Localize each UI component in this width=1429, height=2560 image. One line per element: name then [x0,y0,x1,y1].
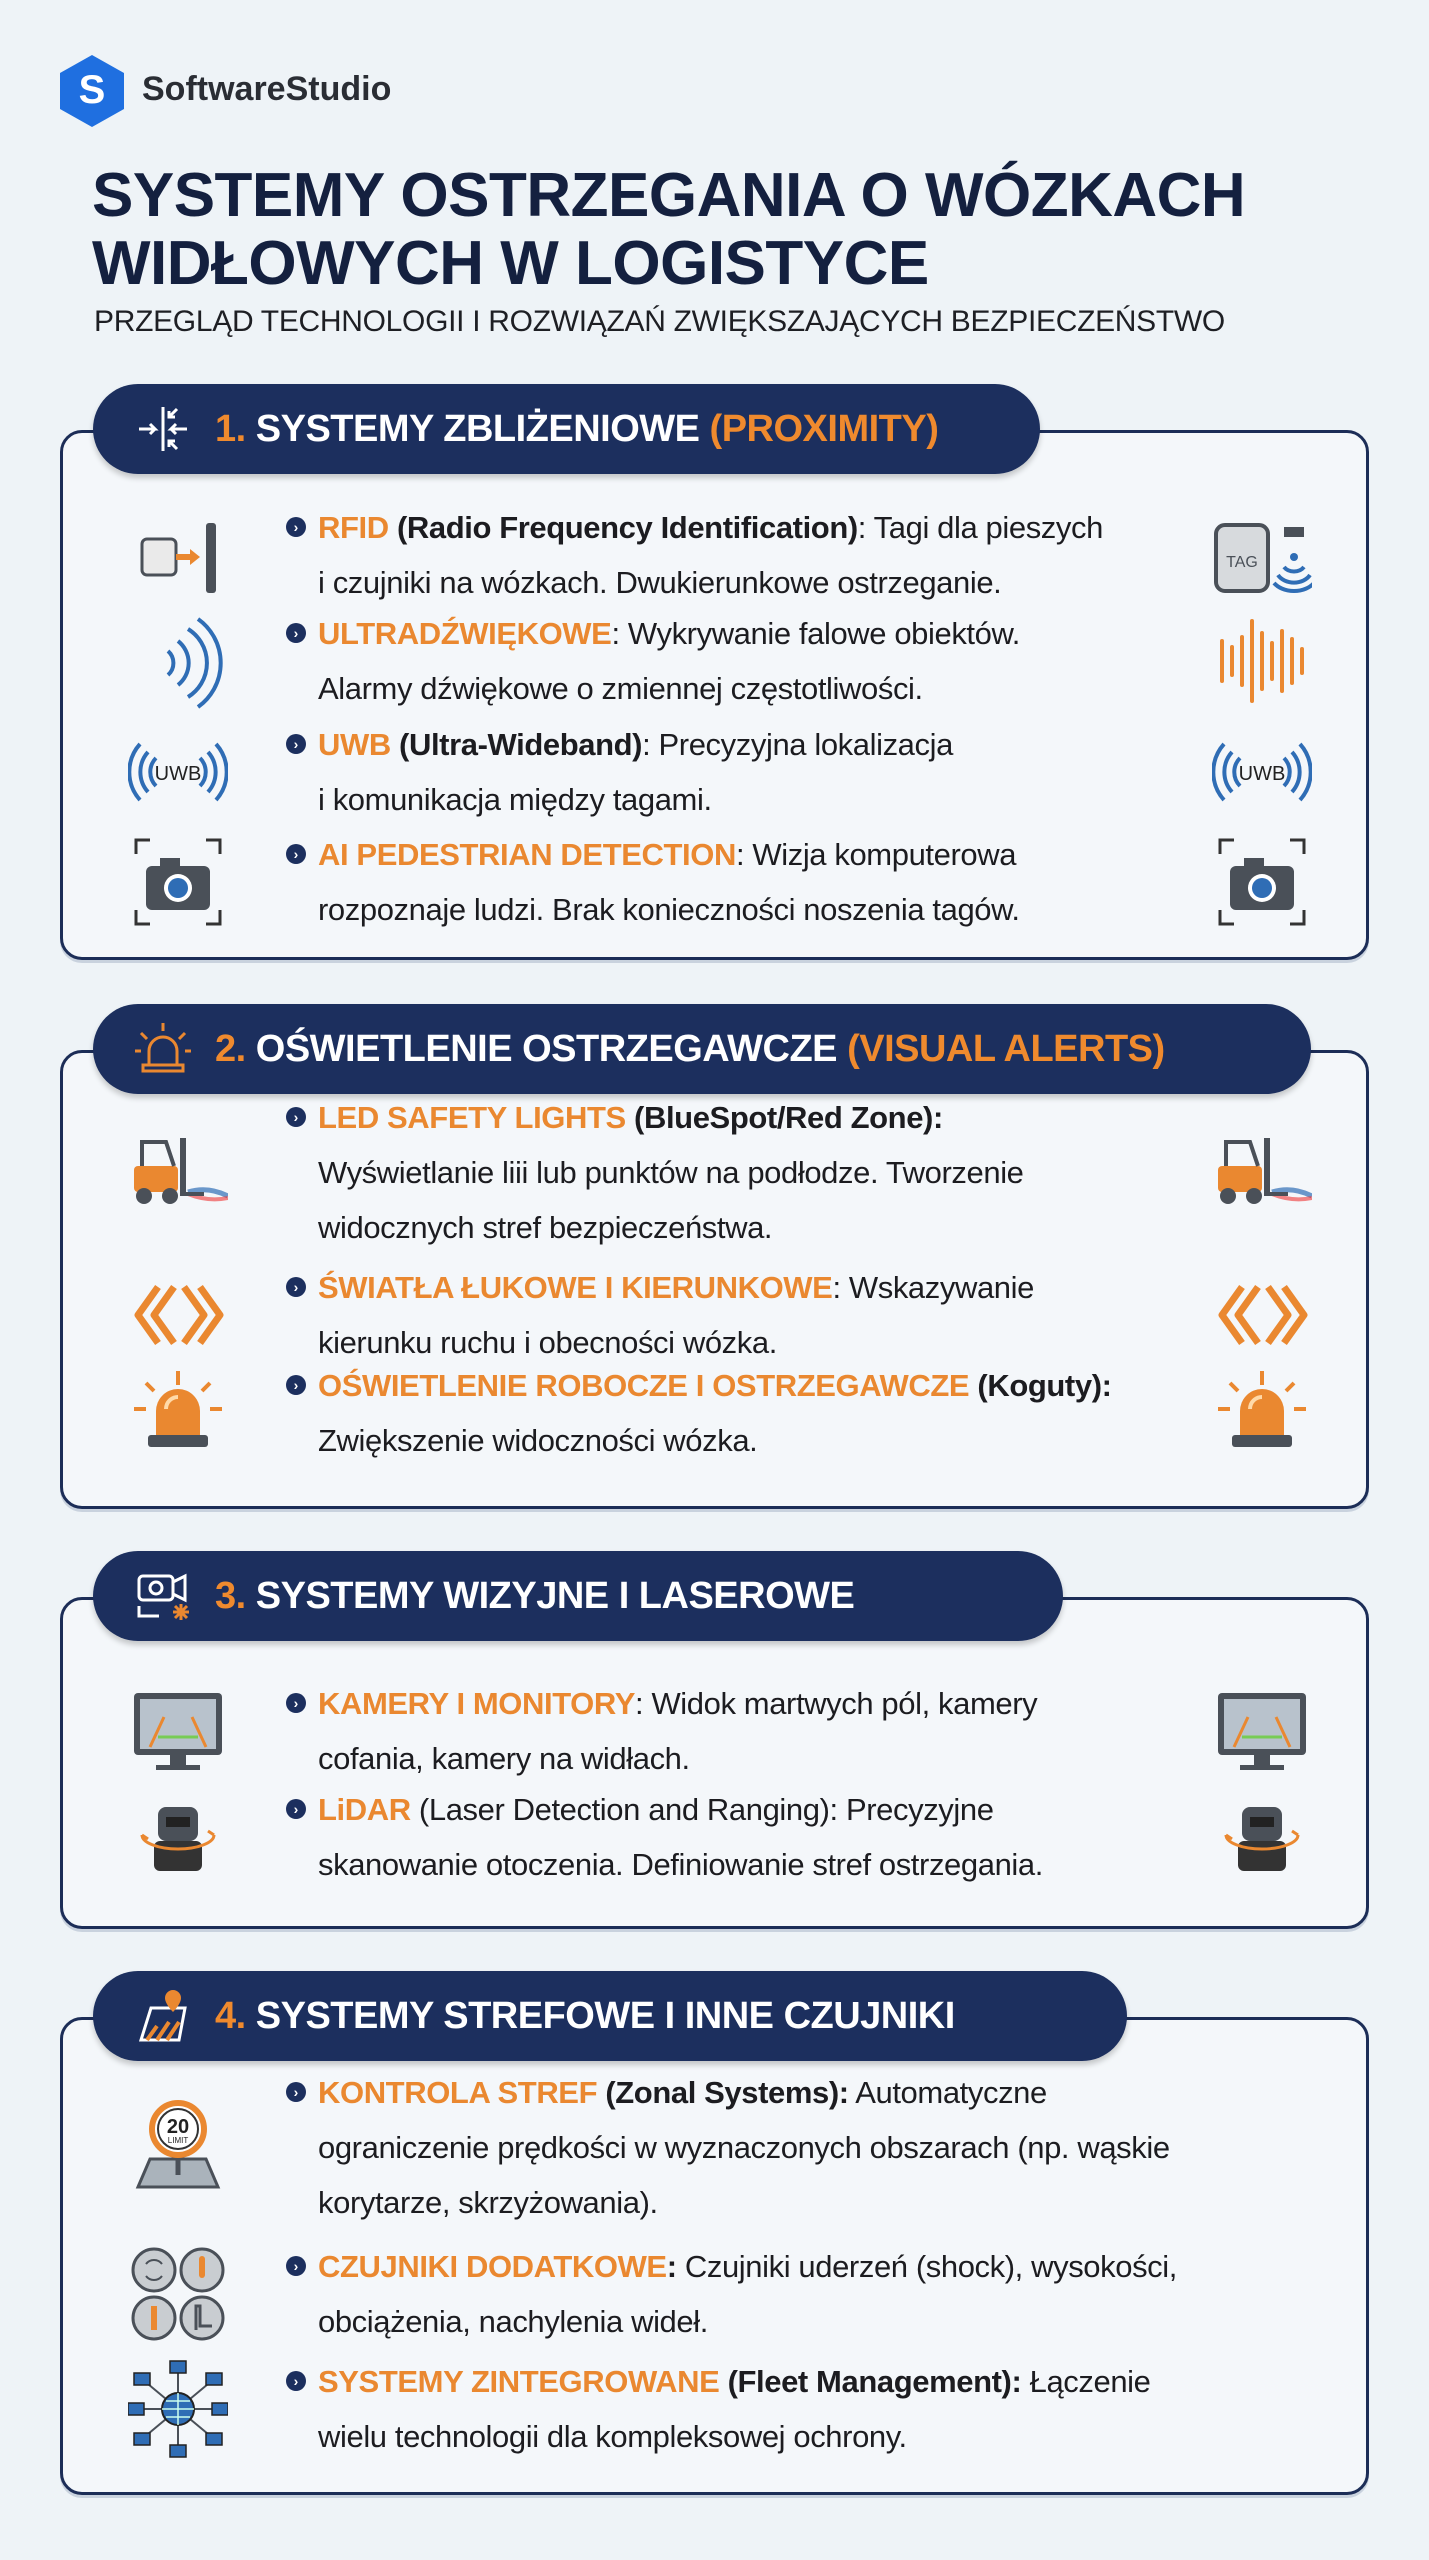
section-number: 2. [215,1027,246,1070]
item-key: LED SAFETY LIGHTS [318,1099,626,1135]
bullet-chevron-icon: › [286,844,306,864]
item-description: Czujniki uderzeń (shock), wysokości, [676,2249,1177,2284]
section-title-text: OŚWIETLENIE OSTRZEGAWCZE [255,1027,837,1070]
list-item [286,1358,1186,1468]
zone-map-icon [133,1986,193,2046]
lidar-icon [128,1787,228,1887]
item-description: Łączenie [1021,2364,1151,2399]
forklift-icon [128,1122,228,1222]
forklift-icon [1212,1122,1312,1222]
item-description: i komunikacja między tagami. [318,782,712,817]
lidar-icon [1212,1787,1312,1887]
sound-wave-bars-icon [1212,611,1312,711]
list-item [286,827,1186,937]
rfid-tag-icon [1212,505,1312,605]
item-key-detail: (Ultra-Wideband) [390,727,643,762]
bullet-chevron-icon: › [286,734,306,754]
item-key: RFID [318,510,389,545]
item-text [318,1676,1037,1786]
brand-name: SoftwareStudio [142,70,392,108]
direction-arrows-icon [128,1265,228,1365]
item-description: Wyświetlanie liii lub punktów na podłodze. Tworzenie [318,1154,1024,1190]
item-text [318,1782,1043,1892]
svg-text:TAG: TAG [1226,554,1258,571]
item-text [318,2065,1170,2230]
section-title-accent: (PROXIMITY) [709,407,939,450]
item-text [318,2354,1151,2464]
section-number: 3. [215,1574,246,1617]
item-key-detail: (BlueSpot/Red Zone): [625,1099,943,1135]
list-item [286,1260,1186,1370]
section-title [215,1028,1165,1071]
item-text [318,827,1020,937]
item-description: Zwiększenie widoczności wózka. [318,1423,758,1458]
item-text [318,500,1103,610]
bullet-chevron-icon: › [286,1277,306,1297]
item-description: ograniczenie prędkości w wyznaczonych obszarach (np. wąskie [318,2129,1170,2165]
item-description: skanowanie otoczenia. Definiowanie stref ostrzegania. [318,1847,1043,1882]
item-description: Automatyczne [848,2074,1047,2110]
list-item [286,606,1186,716]
item-text [318,717,953,827]
page-title-line1: SYSTEMY OSTRZEGANIA O WÓZKACH [92,161,1246,230]
item-description: : Wykrywanie falowe obiektów. [611,616,1020,651]
camera-icon [128,832,228,932]
list-item [286,2239,1186,2349]
item-key: CZUJNIKI DODATKOWE [318,2249,667,2284]
page-title-line2: WIDŁOWYCH W LOGISTYCE [92,229,929,298]
section-title [215,408,938,451]
uwb-icon [128,722,228,822]
section-title [215,1575,854,1618]
item-description: rozpoznaje ludzi. Brak konieczności noszenia tagów. [318,892,1020,927]
svg-text:UWB: UWB [1238,763,1286,785]
item-description: Alarmy dźwiękowe o zmiennej częstotliwości. [318,671,923,706]
uwb-icon [1212,722,1312,822]
section-1-header [93,384,1040,474]
item-description: i czujniki na wózkach. Dwukierunkowe ostrzeganie. [318,565,1002,600]
section-title [215,1995,955,2038]
sensors-icon [128,2244,228,2344]
section-2-header [93,1004,1311,1094]
brand-logo [60,55,124,127]
item-description: cofania, kamery na widłach. [318,1741,690,1776]
list-item [286,500,1186,610]
section-number: 1. [215,407,246,450]
bullet-chevron-icon: › [286,1375,306,1395]
item-description: (Laser Detection and Ranging): Precyzyjne [410,1792,994,1827]
bullet-chevron-icon: › [286,1107,306,1127]
svg-text:20: 20 [166,2116,190,2138]
item-key-detail: (Zonal Systems): [597,2074,849,2110]
bullet-chevron-icon: › [286,2371,306,2391]
section-number: 4. [215,1994,246,2037]
beacon-light-icon [128,1363,228,1463]
bullet-chevron-icon: › [286,1799,306,1819]
item-description: : Wizja komputerowa [735,837,1017,872]
item-text [318,2239,1177,2349]
item-key: AI PEDESTRIAN DETECTION [318,837,736,872]
item-key-detail: (Fleet Management): [719,2364,1022,2399]
item-description: korytarze, skrzyżowania). [318,2184,658,2220]
item-description: : Widok martwych pól, kamery [635,1686,1038,1721]
camera-icon [1212,832,1312,932]
item-key: ŚWIATŁA ŁUKOWE I KIERUNKOWE [318,1270,833,1305]
camera-laser-icon [133,1566,193,1626]
section-title-text: SYSTEMY ZBLIŻENIOWE [255,407,700,450]
item-key: KONTROLA STREF [318,2074,598,2110]
speed-limit-zone-icon [128,2097,228,2197]
section-title-accent: (VISUAL ALERTS) [847,1027,1165,1070]
list-item [286,2065,1186,2230]
bullet-chevron-icon: › [286,623,306,643]
beacon-icon [133,1019,193,1079]
bullet-chevron-icon: › [286,2082,306,2102]
svg-text:UWB: UWB [154,763,202,785]
item-text [318,606,1020,716]
item-key: UWB [318,727,391,762]
page-subtitle: PRZEGLĄD TECHNOLOGII I ROZWIĄZAŃ ZWIĘKSZAJĄCYCH BEZPIECZEŃSTWO [94,305,1225,338]
list-item [286,1676,1186,1786]
sound-waves-icon [128,611,228,711]
list-item [286,717,1186,827]
bullet-chevron-icon: › [286,2256,306,2276]
item-key: LiDAR [318,1792,411,1827]
section-3-header [93,1551,1063,1641]
item-text [318,1260,1034,1370]
item-key: KAMERY I MONITORY [318,1686,636,1721]
item-description: wielu technologii dla kompleksowej ochrony. [318,2419,907,2454]
list-item [286,2354,1186,2464]
item-description: : Precyzyjna lokalizacja [642,727,953,762]
list-item [286,1090,1186,1255]
svg-text:S: S [78,68,106,112]
rfid-reader-icon [128,505,228,605]
section-4-header [93,1971,1127,2061]
bullet-chevron-icon: › [286,1693,306,1713]
bullet-chevron-icon: › [286,517,306,537]
direction-arrows-icon [1212,1265,1312,1365]
section-title-text: SYSTEMY STREFOWE I INNE CZUJNIKI [255,1994,955,2037]
proximity-icon [133,399,193,459]
item-key-detail: (Koguty): [969,1368,1112,1403]
item-description: : Wskazywanie [832,1270,1034,1305]
item-key: SYSTEMY ZINTEGROWANE [318,2364,720,2399]
item-key-detail: (Radio Frequency Identification) [388,510,858,545]
item-key: ULTRADŹWIĘKOWE [318,616,612,651]
section-title-text: SYSTEMY WIZYJNE I LASEROWE [255,1574,855,1617]
item-description: : Tagi dla pieszych [857,510,1103,545]
item-text [318,1358,1112,1468]
network-globe-icon [128,2359,228,2459]
item-key-detail: : [666,2249,677,2284]
monitor-icon [1212,1681,1312,1781]
svg-text:LIMIT: LIMIT [167,2136,189,2145]
list-item [286,1782,1186,1892]
item-description: widocznych stref bezpieczeństwa. [318,1209,773,1245]
beacon-light-icon [1212,1363,1312,1463]
item-text [318,1090,1024,1255]
item-key: OŚWIETLENIE ROBOCZE I OSTRZEGAWCZE [318,1368,970,1403]
item-description: obciążenia, nachylenia wideł. [318,2304,708,2339]
monitor-icon [128,1681,228,1781]
item-description: kierunku ruchu i obecności wózka. [318,1325,777,1360]
